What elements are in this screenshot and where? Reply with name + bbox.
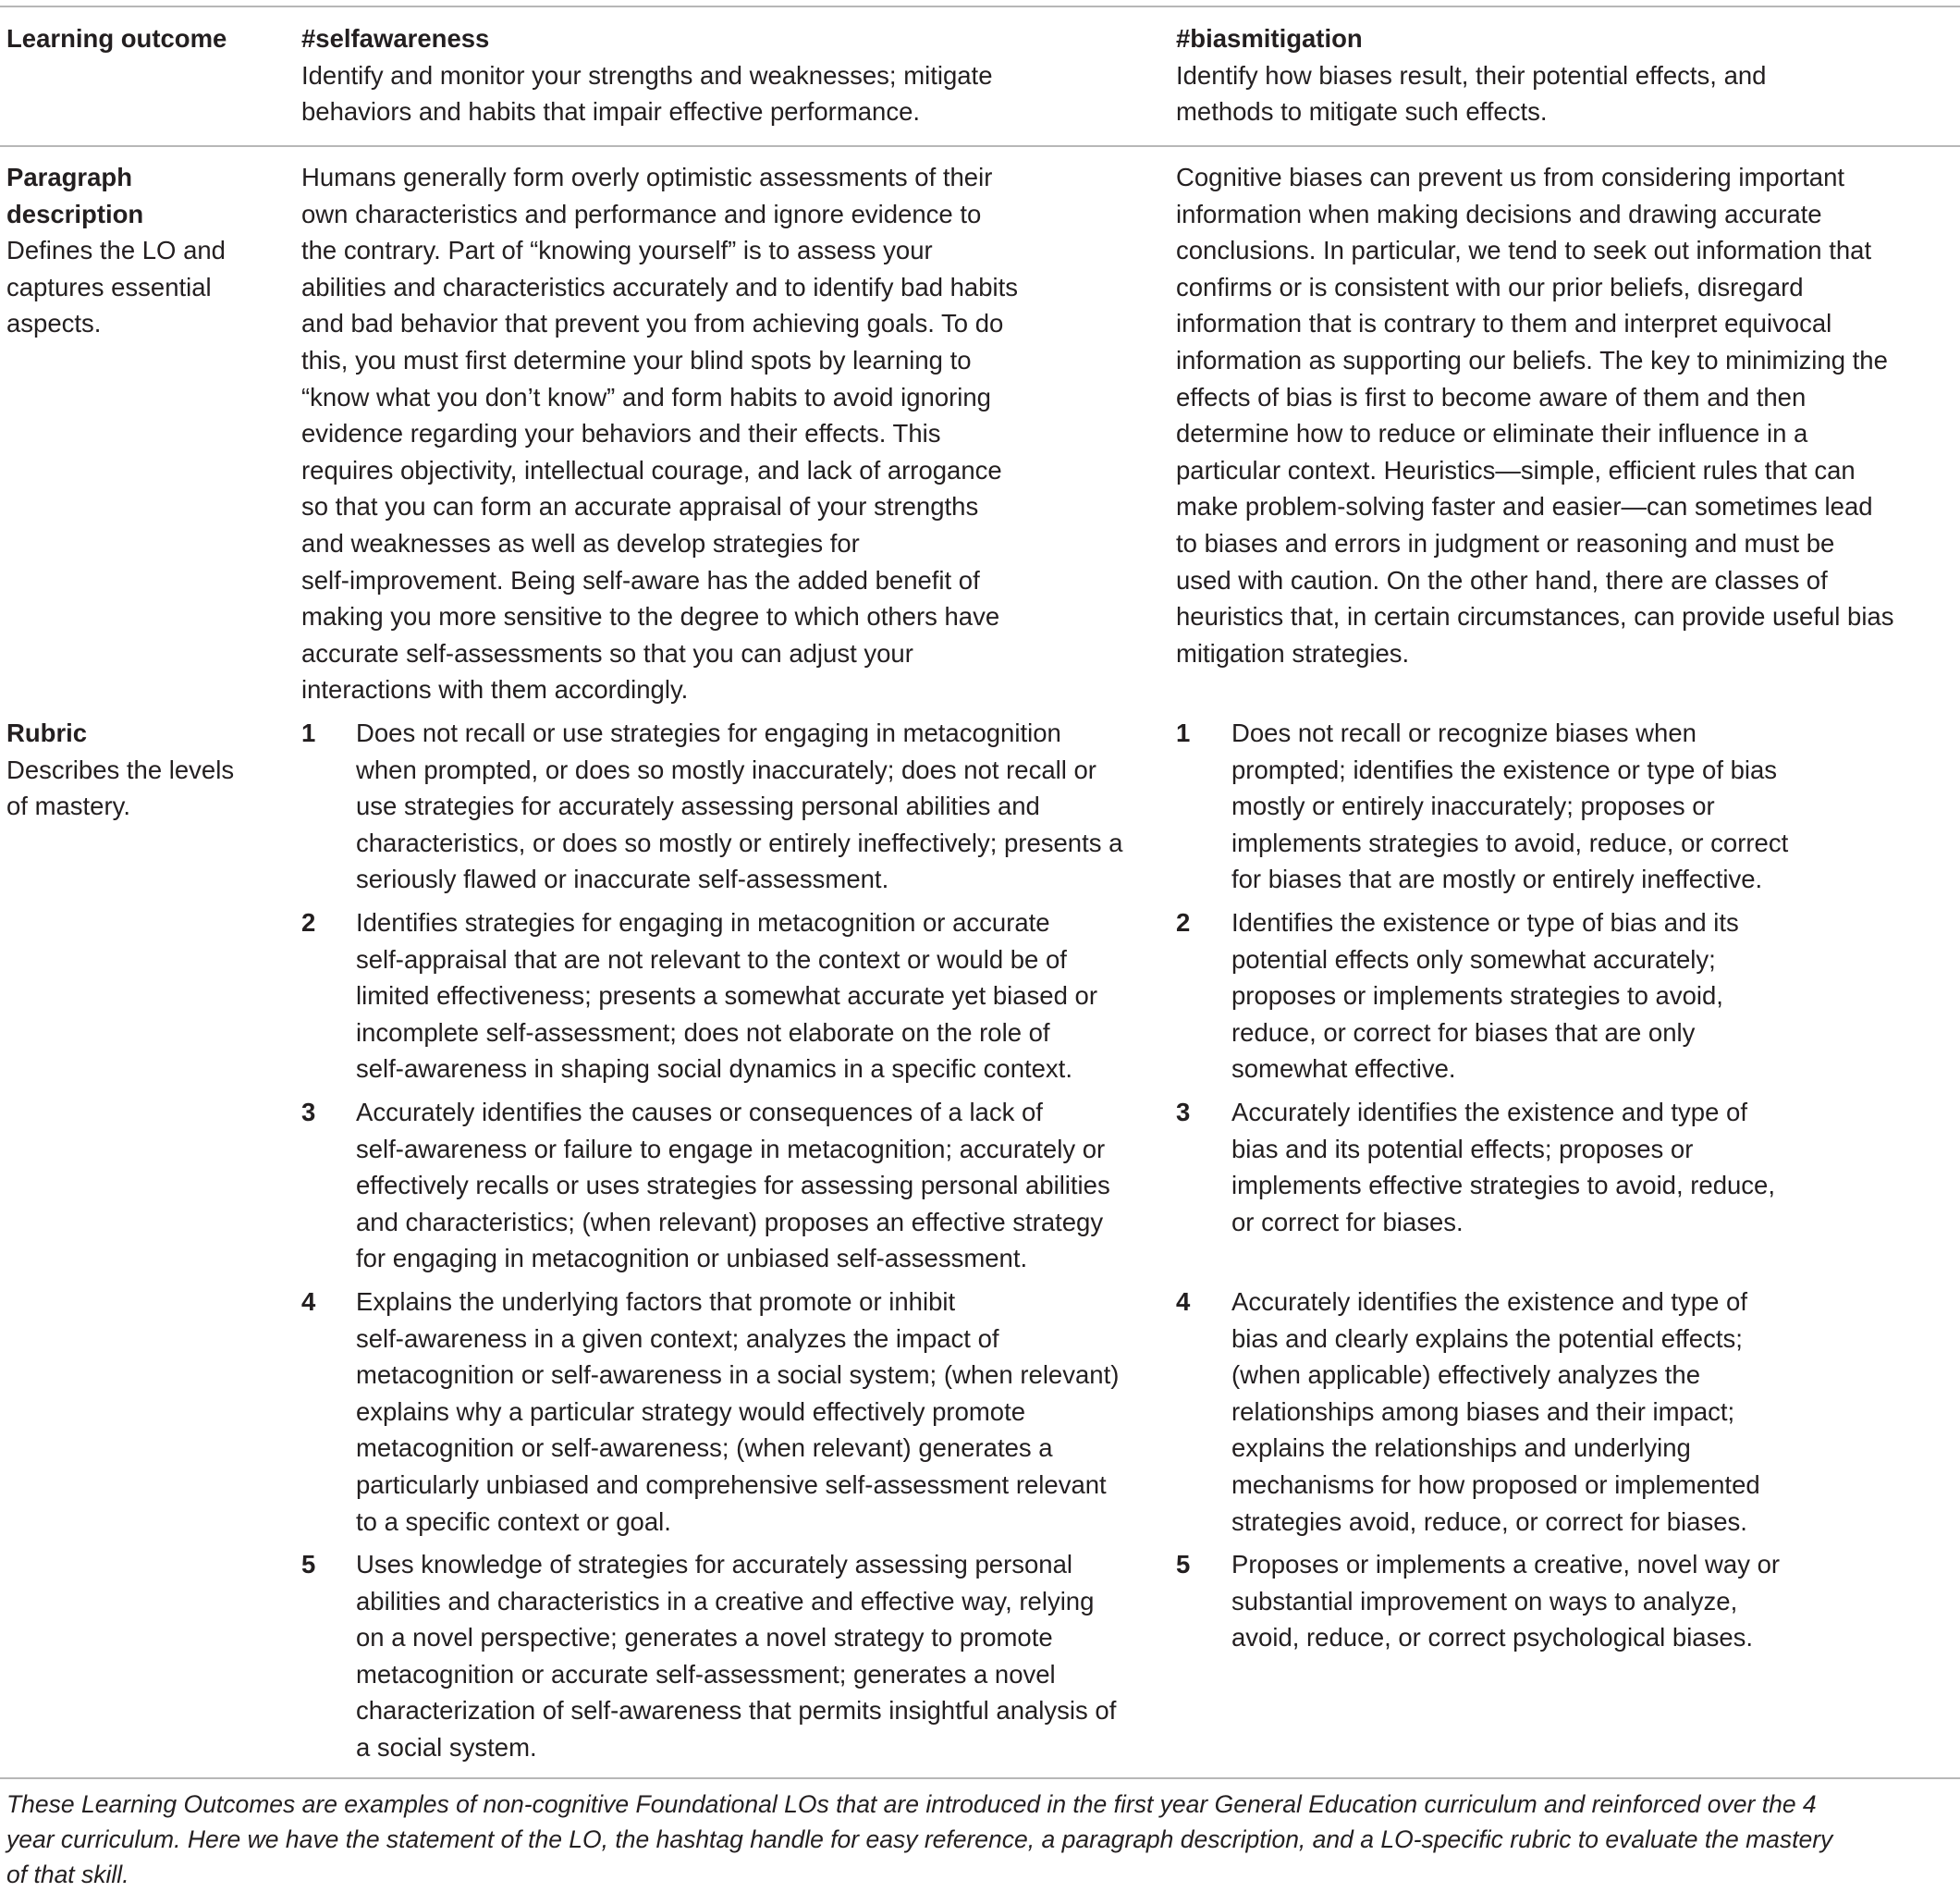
selfawareness-rubric-level-number: 3 bbox=[301, 1098, 316, 1126]
biasmitigation-rubric-level-4-line: mechanisms for how proposed or implemented bbox=[1231, 1470, 1760, 1499]
biasmitigation-statement-line: methods to mitigate such effects. bbox=[1176, 97, 1548, 127]
row-label-rubric: Rubric bbox=[6, 719, 88, 747]
selfawareness-rubric-level-number: 2 bbox=[301, 908, 316, 937]
biasmitigation-paragraph-line: conclusions. In particular, we tend to seek out information that bbox=[1176, 236, 1872, 265]
hashtag-biasmitigation: #biasmitigation bbox=[1176, 24, 1363, 53]
selfawareness-rubric-level-1-line: Does not recall or use strategies for engaging in metacognition bbox=[356, 719, 1061, 747]
selfawareness-rubric-level-number: 1 bbox=[301, 719, 316, 747]
biasmitigation-rubric-level-1-line: Does not recall or recognize biases when bbox=[1231, 719, 1697, 747]
selfawareness-rubric-level-5-line: metacognition or accurate self-assessment; generates a novel bbox=[356, 1659, 1056, 1689]
selfawareness-paragraph-line: accurate self-assessments so that you can adjust your bbox=[301, 638, 913, 668]
biasmitigation-rubric-level-1-line: mostly or entirely inaccurately; proposes or bbox=[1231, 792, 1715, 821]
selfawareness-rubric-level-5-line: Uses knowledge of strategies for accurately assessing personal bbox=[356, 1550, 1072, 1579]
selfawareness-statement-line: behaviors and habits that impair effective performance. bbox=[301, 97, 921, 127]
row-label-paragraph-description: Paragraph bbox=[6, 163, 133, 191]
row-sublabel-paragraph: Defines the LO and bbox=[6, 236, 226, 265]
selfawareness-rubric-level-number: 4 bbox=[301, 1287, 316, 1316]
biasmitigation-paragraph-line: determine how to reduce or eliminate their influence in a bbox=[1176, 419, 1808, 448]
selfawareness-paragraph-line: making you more sensitive to the degree to which others have bbox=[301, 602, 1000, 632]
selfawareness-rubric-level-2-line: self-appraisal that are not relevant to the context or would be of bbox=[356, 944, 1067, 974]
selfawareness-rubric-level-4-line: to a specific context or goal. bbox=[356, 1506, 671, 1536]
selfawareness-rubric-level-3-line: self-awareness or failure to engage in metacognition; accurately or bbox=[356, 1134, 1106, 1163]
selfawareness-rubric-level-5-line: characterization of self-awareness that permits insightful analysis of bbox=[356, 1696, 1117, 1726]
biasmitigation-paragraph-line: mitigation strategies. bbox=[1176, 638, 1410, 668]
biasmitigation-rubric-level-5-line: avoid, reduce, or correct psychological biases. bbox=[1231, 1623, 1754, 1652]
biasmitigation-rubric-level-number: 3 bbox=[1176, 1098, 1191, 1126]
selfawareness-paragraph-line: and bad behavior that prevent you from achieving goals. To do bbox=[301, 309, 1004, 338]
biasmitigation-rubric-level-2-line: Identifies the existence or type of bias and its bbox=[1231, 908, 1739, 937]
biasmitigation-rubric-level-2-line: reduce, or correct for biases that are only bbox=[1231, 1017, 1696, 1047]
biasmitigation-paragraph-line: make problem-solving faster and easier—can sometimes lead bbox=[1176, 492, 1873, 522]
biasmitigation-rubric-level-5-line: Proposes or implements a creative, novel way or bbox=[1231, 1550, 1781, 1579]
row-sublabel-paragraph: aspects. bbox=[6, 309, 102, 338]
biasmitigation-rubric-level-3-line: Accurately identifies the existence and type of bbox=[1231, 1098, 1747, 1126]
selfawareness-paragraph-line: Humans generally form overly optimistic assessments of their bbox=[301, 163, 993, 191]
table-top-rule bbox=[0, 6, 1960, 7]
selfawareness-rubric-level-4-line: Explains the underlying factors that promote or inhibit bbox=[356, 1287, 956, 1316]
biasmitigation-rubric-level-4-line: strategies avoid, reduce, or correct for biases. bbox=[1231, 1506, 1747, 1536]
biasmitigation-rubric-level-1-line: implements strategies to avoid, reduce, or correct bbox=[1231, 828, 1789, 857]
biasmitigation-rubric-level-4-line: explains the relationships and underlying bbox=[1231, 1433, 1691, 1463]
selfawareness-rubric-level-1-line: when prompted, or does so mostly inaccurately; does not recall or bbox=[356, 755, 1096, 784]
selfawareness-paragraph-line: own characteristics and performance and ignore evidence to bbox=[301, 199, 982, 228]
selfawareness-rubric-level-4-line: explains why a particular strategy would effectively promote bbox=[356, 1396, 1026, 1426]
selfawareness-paragraph-line: requires objectivity, intellectual courage, and lack of arrogance bbox=[301, 455, 1002, 485]
selfawareness-rubric-level-1-line: use strategies for accurately assessing personal abilities and bbox=[356, 792, 1040, 821]
selfawareness-statement-line: Identify and monitor your strengths and weaknesses; mitigate bbox=[301, 60, 993, 90]
selfawareness-paragraph-line: evidence regarding your behaviors and their effects. This bbox=[301, 419, 941, 448]
biasmitigation-statement-line: Identify how biases result, their potential effects, and bbox=[1176, 60, 1767, 90]
table-footnote-line: of that skill. bbox=[6, 1861, 129, 1888]
selfawareness-rubric-level-2-line: self-awareness in shaping social dynamics in a specific context. bbox=[356, 1054, 1072, 1084]
selfawareness-paragraph-line: this, you must first determine your blind spots by learning to bbox=[301, 346, 972, 375]
biasmitigation-paragraph-line: used with caution. On the other hand, there are classes of bbox=[1176, 565, 1828, 595]
selfawareness-rubric-level-3-line: effectively recalls or uses strategies for assessing personal abilities bbox=[356, 1171, 1110, 1200]
biasmitigation-rubric-level-number: 2 bbox=[1176, 908, 1191, 937]
selfawareness-rubric-level-4-line: metacognition or self-awareness; (when relevant) generates a bbox=[356, 1433, 1053, 1463]
column-header-learning-outcome: Learning outcome bbox=[6, 24, 227, 53]
selfawareness-rubric-level-number: 5 bbox=[301, 1550, 316, 1579]
biasmitigation-rubric-level-4-line: bias and clearly explains the potential effects; bbox=[1231, 1323, 1743, 1353]
biasmitigation-paragraph-line: Cognitive biases can prevent us from considering important bbox=[1176, 163, 1845, 191]
selfawareness-paragraph-line: the contrary. Part of “knowing yourself” is to assess your bbox=[301, 236, 933, 265]
biasmitigation-rubric-level-2-line: potential effects only somewhat accurately; bbox=[1231, 944, 1716, 974]
biasmitigation-rubric-level-1-line: for biases that are mostly or entirely ineffective. bbox=[1231, 865, 1763, 894]
selfawareness-rubric-level-5-line: abilities and characteristics in a creative and effective way, relying bbox=[356, 1586, 1095, 1616]
selfawareness-paragraph-line: “know what you don’t know” and form habits to avoid ignoring bbox=[301, 382, 991, 412]
selfawareness-rubric-level-2-line: incomplete self-assessment; does not elaborate on the role of bbox=[356, 1017, 1050, 1047]
biasmitigation-rubric-level-4-line: Accurately identifies the existence and type of bbox=[1231, 1287, 1747, 1316]
biasmitigation-paragraph-line: to biases and errors in judgment or reasoning and must be bbox=[1176, 529, 1835, 558]
selfawareness-paragraph-line: interactions with them accordingly. bbox=[301, 675, 689, 705]
biasmitigation-paragraph-line: confirms or is consistent with our prior beliefs, disregard bbox=[1176, 272, 1804, 301]
selfawareness-rubric-level-3-line: for engaging in metacognition or unbiased self-assessment. bbox=[356, 1244, 1028, 1273]
biasmitigation-rubric-level-3-line: implements effective strategies to avoid, reduce, bbox=[1231, 1171, 1775, 1200]
biasmitigation-rubric-level-number: 1 bbox=[1176, 719, 1191, 747]
selfawareness-rubric-level-4-line: self-awareness in a given context; analyzes the impact of bbox=[356, 1323, 999, 1353]
biasmitigation-rubric-level-3-line: bias and its potential effects; proposes or bbox=[1231, 1134, 1694, 1163]
selfawareness-paragraph-line: abilities and characteristics accurately and to identify bad habits bbox=[301, 272, 1019, 301]
selfawareness-rubric-level-3-line: and characteristics; (when relevant) proposes an effective strategy bbox=[356, 1207, 1104, 1236]
biasmitigation-rubric-level-3-line: or correct for biases. bbox=[1231, 1207, 1464, 1236]
selfawareness-paragraph-line: and weaknesses as well as develop strategies for bbox=[301, 529, 860, 558]
selfawareness-rubric-level-5-line: on a novel perspective; generates a novel strategy to promote bbox=[356, 1623, 1053, 1652]
selfawareness-rubric-level-1-line: seriously flawed or inaccurate self-assessment. bbox=[356, 865, 889, 894]
table-footnote-line: These Learning Outcomes are examples of non-cognitive Foundational LOs that are introduced in the first year General Education curriculum and reinforced over the 4 bbox=[6, 1790, 1817, 1818]
row-sublabel-paragraph: captures essential bbox=[6, 272, 212, 301]
hashtag-selfawareness: #selfawareness bbox=[301, 24, 490, 53]
biasmitigation-rubric-level-1-line: prompted; identifies the existence or type of bias bbox=[1231, 755, 1778, 784]
selfawareness-rubric-level-5-line: a social system. bbox=[356, 1733, 537, 1762]
biasmitigation-paragraph-line: effects of bias is first to become aware of them and then bbox=[1176, 382, 1807, 412]
selfawareness-rubric-level-4-line: metacognition or self-awareness in a social system; (when relevant) bbox=[356, 1360, 1120, 1390]
biasmitigation-rubric-level-4-line: (when applicable) effectively analyzes the bbox=[1231, 1360, 1701, 1390]
biasmitigation-paragraph-line: particular context. Heuristics—simple, efficient rules that can bbox=[1176, 455, 1856, 485]
biasmitigation-paragraph-line: heuristics that, in certain circumstances, can provide useful bias bbox=[1176, 602, 1894, 632]
table-footnote-line: year curriculum. Here we have the statement of the LO, the hashtag handle for easy reference, a paragraph description, and a LO-specific rubric to evaluate the mastery bbox=[6, 1825, 1833, 1853]
biasmitigation-rubric-level-number: 4 bbox=[1176, 1287, 1191, 1316]
biasmitigation-rubric-level-2-line: proposes or implements strategies to avoid, bbox=[1231, 981, 1723, 1011]
selfawareness-rubric-level-1-line: characteristics, or does so mostly or entirely ineffectively; presents a bbox=[356, 828, 1123, 857]
biasmitigation-rubric-level-2-line: somewhat effective. bbox=[1231, 1054, 1456, 1084]
selfawareness-rubric-level-3-line: Accurately identifies the causes or consequences of a lack of bbox=[356, 1098, 1043, 1126]
selfawareness-rubric-level-4-line: particularly unbiased and comprehensive self-assessment relevant bbox=[356, 1470, 1107, 1499]
row-label-paragraph-description: description bbox=[6, 199, 144, 228]
row-sublabel-rubric: Describes the levels bbox=[6, 755, 235, 784]
biasmitigation-paragraph-line: information that is contrary to them and interpret equivocal bbox=[1176, 309, 1832, 338]
selfawareness-rubric-level-2-line: Identifies strategies for engaging in metacognition or accurate bbox=[356, 908, 1050, 937]
biasmitigation-paragraph-line: information when making decisions and drawing accurate bbox=[1176, 199, 1822, 228]
table-bottom-rule bbox=[0, 1777, 1960, 1779]
biasmitigation-paragraph-line: information as supporting our beliefs. The key to minimizing the bbox=[1176, 346, 1888, 375]
selfawareness-paragraph-line: so that you can form an accurate appraisal of your strengths bbox=[301, 492, 979, 522]
biasmitigation-rubric-level-4-line: relationships among biases and their impact; bbox=[1231, 1396, 1735, 1426]
selfawareness-paragraph-line: self-improvement. Being self-aware has the added benefit of bbox=[301, 565, 980, 595]
header-divider bbox=[0, 145, 1960, 147]
biasmitigation-rubric-level-number: 5 bbox=[1176, 1550, 1191, 1579]
selfawareness-rubric-level-2-line: limited effectiveness; presents a somewhat accurate yet biased or bbox=[356, 981, 1097, 1011]
row-sublabel-rubric: of mastery. bbox=[6, 792, 130, 821]
biasmitigation-rubric-level-5-line: substantial improvement on ways to analyze, bbox=[1231, 1586, 1738, 1616]
